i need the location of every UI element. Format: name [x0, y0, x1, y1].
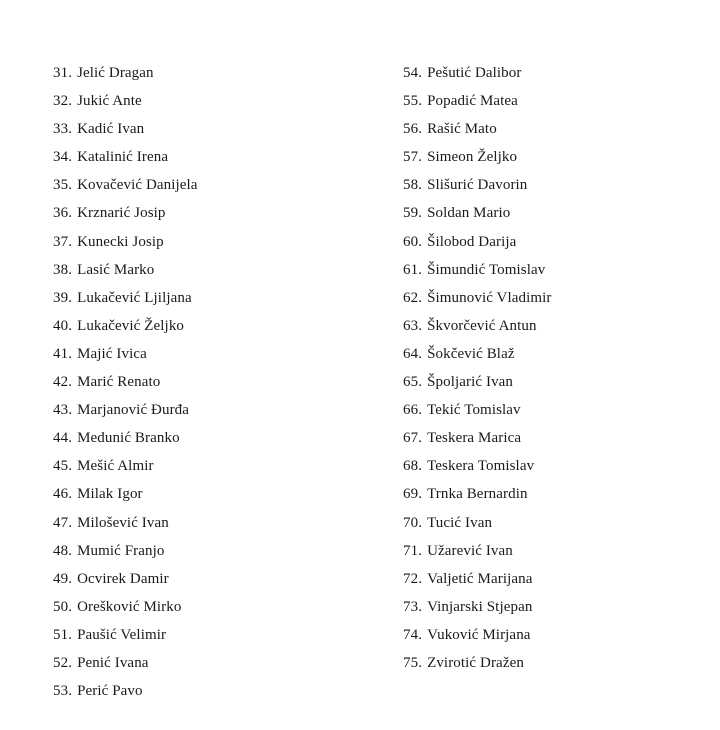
entry-name: Paušić Velimir [77, 626, 167, 643]
entry-name: Majić Ivica [77, 345, 147, 362]
entry-number: 71. [403, 542, 423, 559]
entry-number: 62. [403, 289, 423, 306]
entry-name: Kunecki Josip [77, 233, 164, 250]
entry-name: Vinjarski Stjepan [427, 598, 533, 615]
entry-name: Tekić Tomislav [427, 402, 521, 419]
entry-number: 49. [53, 570, 73, 587]
entry-number: 56. [403, 121, 423, 138]
list-item [403, 259, 552, 287]
list-item [403, 202, 552, 230]
list-item [53, 231, 198, 259]
entry-number: 45. [53, 458, 73, 475]
entry-number: 50. [53, 598, 73, 615]
entry-number: 63. [403, 317, 423, 334]
list-item [53, 399, 198, 427]
entry-name: Marjanović Đurđa [77, 402, 190, 419]
entry-number: 58. [403, 177, 423, 194]
list-item [403, 118, 552, 146]
entry-number: 73. [403, 598, 423, 615]
entry-number: 59. [403, 205, 423, 222]
name-list-left [53, 62, 198, 708]
entry-number: 67. [403, 430, 423, 447]
list-item [403, 512, 552, 540]
entry-name: Soldan Mario [427, 205, 511, 222]
entry-name: Milak Igor [77, 486, 143, 503]
list-item [53, 568, 198, 596]
list-item [403, 652, 552, 680]
list-item [403, 427, 552, 455]
entry-number: 36. [53, 205, 73, 222]
list-item [403, 624, 552, 652]
entry-name: Mešić Almir [77, 458, 154, 475]
list-item [403, 90, 552, 118]
entry-number: 74. [403, 626, 423, 643]
list-item [403, 231, 552, 259]
list-item [53, 259, 198, 287]
entry-name: Teskera Tomislav [427, 458, 535, 475]
entry-number: 61. [403, 261, 423, 278]
list-item [53, 540, 198, 568]
entry-name: Zvirotić Dražen [427, 654, 524, 671]
entry-number: 43. [53, 402, 73, 419]
entry-name: Krznarić Josip [77, 205, 166, 222]
entry-name: Jukić Ante [77, 93, 142, 110]
entry-name: Šokčević Blaž [427, 345, 515, 362]
entry-number: 70. [403, 514, 423, 531]
entry-name: Špoljarić Ivan [427, 374, 514, 391]
list-item [403, 343, 552, 371]
entry-number: 37. [53, 233, 73, 250]
entry-name: Pešutić Dalibor [427, 65, 522, 81]
list-item [403, 146, 552, 174]
list-item [403, 483, 552, 511]
entry-number: 40. [53, 317, 73, 334]
list-item [53, 652, 198, 680]
entry-number: 68. [403, 458, 423, 475]
list-item [53, 427, 198, 455]
entry-number: 46. [53, 486, 73, 503]
list-item [403, 568, 552, 596]
entry-number: 35. [53, 177, 73, 194]
list-item [403, 315, 552, 343]
entry-name: Mumić Franjo [77, 542, 165, 559]
entry-name: Vuković Mirjana [427, 626, 531, 643]
entry-number: 32. [53, 93, 73, 110]
list-item [403, 540, 552, 568]
entry-number: 72. [403, 570, 423, 587]
list-item [403, 399, 552, 427]
entry-name: Penić Ivana [77, 654, 149, 671]
entry-name: Marić Renato [77, 374, 161, 391]
entry-number: 42. [53, 374, 73, 391]
entry-number: 34. [53, 149, 73, 166]
list-item [53, 483, 198, 511]
list-item [403, 62, 552, 90]
entry-name: Perić Pavo [77, 683, 143, 700]
list-item [53, 315, 198, 343]
list-item [53, 624, 198, 652]
entry-name: Lasić Marko [77, 261, 155, 278]
entry-number: 54. [403, 65, 423, 81]
entry-number: 57. [403, 149, 423, 166]
entry-name: Katalinić Irena [77, 149, 169, 166]
entry-number: 44. [53, 430, 73, 447]
list-item [403, 455, 552, 483]
list-item [53, 371, 198, 399]
entry-name: Teskera Marica [427, 430, 522, 447]
entry-name: Šimunović Vladimir [427, 289, 552, 306]
list-item [53, 146, 198, 174]
entry-name: Ocvirek Damir [77, 570, 169, 587]
entry-name: Šilobod Darija [427, 233, 517, 250]
list-item [403, 287, 552, 315]
entry-name: Slišurić Davorin [427, 177, 528, 194]
list-item [53, 287, 198, 315]
entry-name: Medunić Branko [77, 430, 180, 447]
entry-number: 38. [53, 261, 73, 278]
entry-number: 53. [53, 683, 73, 700]
entry-name: Valjetić Marijana [427, 570, 533, 587]
entry-name: Šimundić Tomislav [427, 261, 546, 278]
list-item [53, 174, 198, 202]
list-item [53, 512, 198, 540]
list-item [53, 455, 198, 483]
list-item [53, 596, 198, 624]
entry-name: Užarević Ivan [427, 542, 513, 559]
entry-name: Trnka Bernardin [427, 486, 528, 503]
list-item [53, 343, 198, 371]
entry-name: Orešković Mirko [77, 598, 182, 615]
list-item [53, 202, 198, 230]
entry-number: 66. [403, 402, 423, 419]
entry-name: Popadić Matea [427, 93, 518, 110]
entry-number: 31. [53, 65, 73, 81]
entry-number: 75. [403, 654, 423, 671]
list-item [403, 596, 552, 624]
entry-number: 52. [53, 654, 73, 671]
entry-name: Kadić Ivan [77, 121, 145, 138]
entry-number: 51. [53, 626, 73, 643]
entry-name: Rašić Mato [427, 121, 497, 138]
entry-name: Lukačević Željko [77, 317, 185, 334]
entry-number: 55. [403, 93, 423, 110]
entry-name: Tucić Ivan [427, 514, 493, 531]
entry-number: 48. [53, 542, 73, 559]
entry-name: Kovačević Danijela [77, 177, 198, 194]
list-item [53, 90, 198, 118]
entry-number: 69. [403, 486, 423, 503]
entry-number: 39. [53, 289, 73, 306]
entry-number: 60. [403, 233, 423, 250]
entry-number: 33. [53, 121, 73, 138]
name-list-right [403, 62, 552, 680]
list-item [53, 680, 198, 708]
entry-number: 65. [403, 374, 423, 391]
entry-number: 64. [403, 345, 423, 362]
entry-name: Škvorčević Antun [427, 317, 537, 334]
list-item [403, 371, 552, 399]
list-item [53, 118, 198, 146]
entry-number: 47. [53, 514, 73, 531]
entry-name: Lukačević Ljiljana [77, 289, 192, 306]
entry-name: Jelić Dragan [77, 65, 154, 81]
list-item [403, 174, 552, 202]
entry-name: Milošević Ivan [77, 514, 169, 531]
entry-name: Simeon Željko [427, 149, 518, 166]
list-item [53, 62, 198, 90]
entry-number: 41. [53, 345, 73, 362]
